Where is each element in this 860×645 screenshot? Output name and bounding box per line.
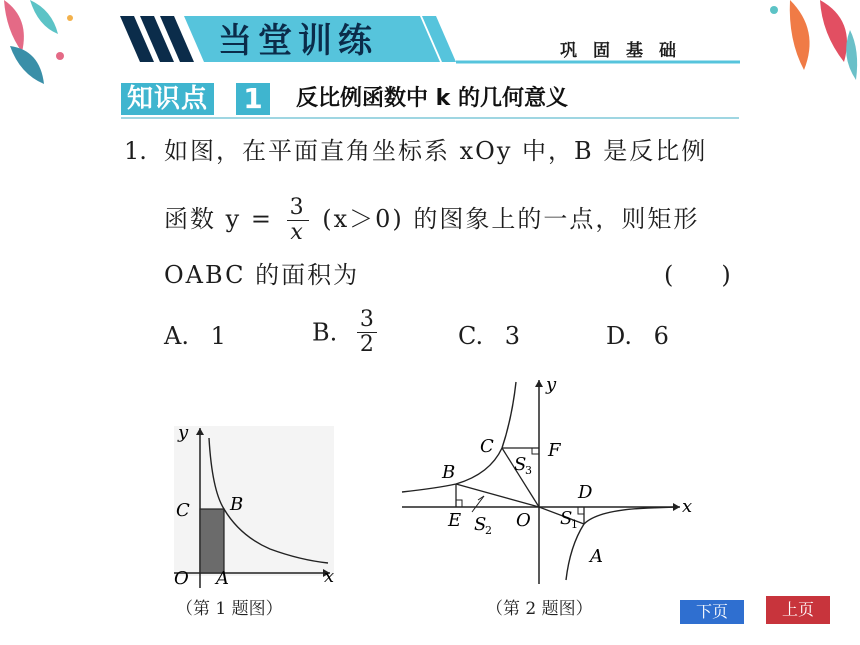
fig1-label-a: A xyxy=(216,568,229,589)
fig2-label-c: C xyxy=(480,436,494,457)
option-b-fraction xyxy=(357,308,377,357)
fig2-label-e: E xyxy=(448,510,462,531)
fig2-label-o: O xyxy=(516,510,531,531)
fig2-label-s2-sub: 2 xyxy=(485,524,492,537)
banner-title: 当堂训练 xyxy=(218,21,378,61)
option-c-label: C. xyxy=(458,322,484,350)
decorative-leaves-left xyxy=(0,0,90,90)
next-page-label: 下页 xyxy=(695,602,728,621)
option-c-value: 3 xyxy=(504,322,521,350)
answer-blank: ( ) xyxy=(664,261,731,289)
option-a xyxy=(164,322,226,350)
fig1-label-o: O xyxy=(174,568,189,589)
fig2-label-a: A xyxy=(590,546,603,567)
fig2-label-b: B xyxy=(442,462,456,483)
fig1-label-y: y xyxy=(178,422,189,443)
option-d xyxy=(606,322,669,350)
fig2-label-y: y xyxy=(546,374,557,395)
fig2-label-d: D xyxy=(578,482,593,503)
figure-2-caption: （第 2 题图） xyxy=(486,599,593,619)
knowledge-point-tag: 知识点 xyxy=(121,83,214,115)
option-a-label: A. xyxy=(164,322,189,350)
question-line-1: 如图，在平面直角坐标系 xOy 中，B 是反比例 xyxy=(164,137,708,165)
divider xyxy=(121,117,739,119)
knowledge-point-title: 反比例函数中 k 的几何意义 xyxy=(296,86,568,111)
question-line-2 xyxy=(164,196,699,245)
question-line-2-post: (x＞0) 的图象上的一点，则矩形 xyxy=(322,205,700,233)
option-b xyxy=(312,308,381,357)
fig2-hyperbola-left xyxy=(402,382,516,492)
fig2-hyperbola-right xyxy=(566,507,676,580)
fig2-label-s3: S xyxy=(514,454,527,475)
question-line-2-pre: 函数 y = xyxy=(164,205,273,233)
figure-1 xyxy=(160,418,350,590)
question-number: 1. xyxy=(124,137,147,165)
prev-page-button[interactable] xyxy=(766,596,830,624)
option-a-value: 1 xyxy=(210,322,226,350)
option-b-numerator: 3 xyxy=(357,308,377,333)
option-b-denominator: 2 xyxy=(359,332,374,357)
option-d-label: D. xyxy=(606,322,633,350)
figure-1-caption: （第 1 题图） xyxy=(176,599,283,619)
shaded-rectangle xyxy=(200,509,224,573)
fig1-label-b: B xyxy=(230,494,244,515)
fig1-label-x: x xyxy=(324,566,335,587)
banner-subtitle: 巩固基础 xyxy=(560,41,692,61)
prev-page-label: 上页 xyxy=(781,600,814,619)
next-page-button[interactable] xyxy=(680,600,744,624)
option-c xyxy=(458,322,520,350)
option-d-value: 6 xyxy=(653,322,669,350)
option-b-label: B. xyxy=(312,318,338,347)
fraction xyxy=(287,196,309,245)
figure-2 xyxy=(398,374,698,588)
fig2-label-s1: S xyxy=(560,508,573,529)
decorative-leaves-right xyxy=(760,0,860,90)
fig2-label-x: x xyxy=(682,496,693,517)
fig2-label-f: F xyxy=(548,440,561,461)
question-line-3: OABC 的面积为 xyxy=(164,261,360,289)
fraction-denominator: x xyxy=(290,220,305,245)
fraction-numerator: 3 xyxy=(287,196,309,221)
fig1-label-c: C xyxy=(176,500,190,521)
fig2-label-s1-sub: 1 xyxy=(571,518,578,531)
fig2-label-s2: S xyxy=(474,514,487,535)
fig2-label-s3-sub: 3 xyxy=(525,464,532,477)
knowledge-point-number: 1 xyxy=(236,83,270,115)
